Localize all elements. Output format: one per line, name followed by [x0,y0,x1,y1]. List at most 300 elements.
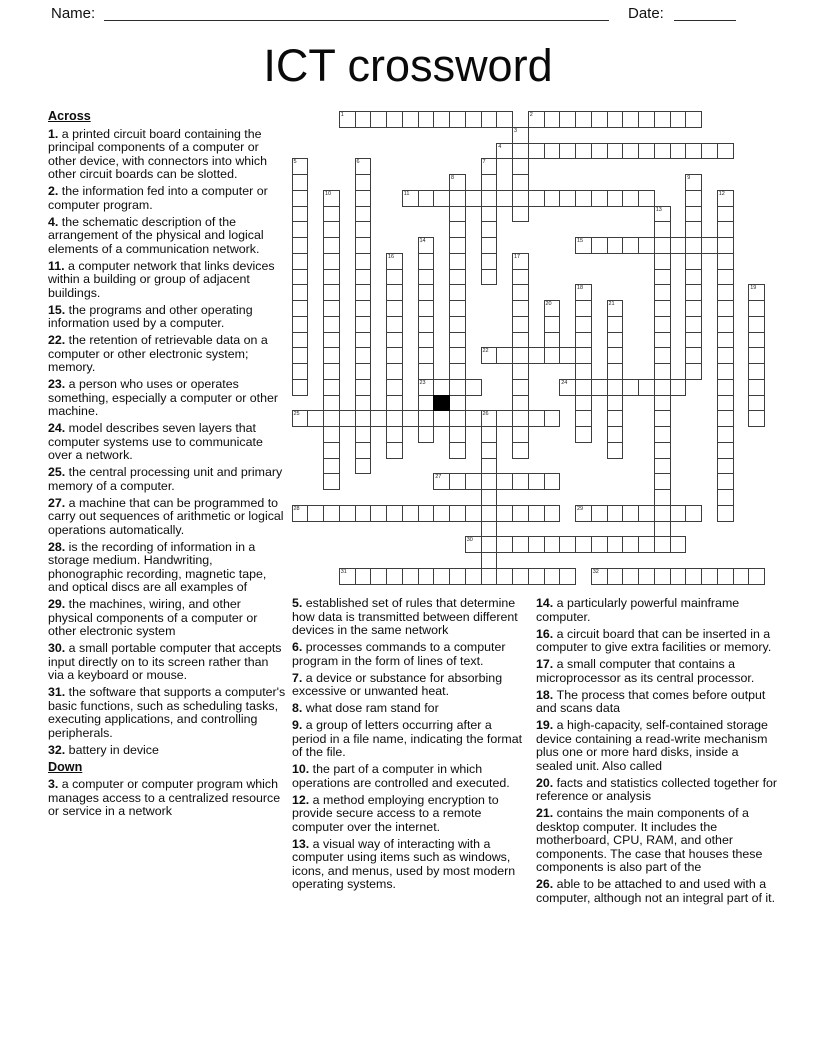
grid-cell[interactable] [449,426,466,443]
grid-cell[interactable] [717,206,734,223]
grid-cell[interactable] [323,300,340,317]
grid-cell[interactable] [575,363,592,380]
grid-cell[interactable] [512,347,529,364]
grid-cell[interactable] [607,442,624,459]
grid-cell[interactable] [654,379,671,396]
grid-cell[interactable] [685,316,702,333]
grid-cell[interactable] [481,458,498,475]
grid-cell[interactable] [654,505,671,522]
grid-cell[interactable] [449,347,466,364]
grid-cell[interactable] [355,347,372,364]
grid-cell[interactable] [685,111,702,128]
grid-cell[interactable] [292,158,309,175]
grid-cell[interactable] [575,143,592,160]
grid-cell[interactable] [449,221,466,238]
grid-cell[interactable] [449,237,466,254]
grid-cell[interactable] [575,505,592,522]
grid-cell[interactable] [607,505,624,522]
grid-cell[interactable] [544,347,561,364]
grid-cell[interactable] [528,505,545,522]
grid-cell[interactable] [717,253,734,270]
grid-cell[interactable] [481,190,498,207]
grid-cell[interactable] [386,442,403,459]
grid-cell[interactable] [339,410,356,427]
grid-cell[interactable] [402,190,419,207]
grid-cell[interactable] [418,284,435,301]
grid-cell[interactable] [496,473,513,490]
grid-cell[interactable] [292,316,309,333]
grid-cell[interactable] [481,269,498,286]
grid-cell[interactable] [496,410,513,427]
grid-cell[interactable] [717,284,734,301]
grid-cell[interactable] [575,237,592,254]
grid-cell[interactable] [307,505,324,522]
grid-cell[interactable] [355,442,372,459]
grid-cell[interactable] [481,410,498,427]
grid-cell[interactable] [748,332,765,349]
grid-cell[interactable] [512,174,529,191]
grid-cell[interactable] [654,111,671,128]
grid-cell[interactable] [638,379,655,396]
grid-cell[interactable] [544,332,561,349]
grid-cell[interactable] [323,332,340,349]
grid-cell[interactable] [355,111,372,128]
grid-cell[interactable] [559,568,576,585]
grid-cell[interactable] [323,253,340,270]
grid-cell[interactable] [512,426,529,443]
grid-cell[interactable] [622,111,639,128]
grid-cell[interactable] [496,568,513,585]
grid-cell[interactable] [449,505,466,522]
grid-cell[interactable] [481,111,498,128]
grid-cell[interactable] [607,426,624,443]
grid-cell[interactable] [386,269,403,286]
grid-cell[interactable] [323,284,340,301]
grid-cell[interactable] [575,284,592,301]
grid-cell[interactable] [418,410,435,427]
grid-cell[interactable] [418,505,435,522]
grid-cell[interactable] [748,410,765,427]
grid-cell[interactable] [512,363,529,380]
grid-cell[interactable] [717,568,734,585]
grid-cell[interactable] [355,206,372,223]
grid-cell[interactable] [544,536,561,553]
grid-cell[interactable] [512,473,529,490]
grid-cell[interactable] [292,363,309,380]
grid-cell[interactable] [512,190,529,207]
grid-cell[interactable] [717,143,734,160]
grid-cell[interactable] [654,221,671,238]
grid-cell[interactable] [386,316,403,333]
grid-cell[interactable] [449,363,466,380]
grid-cell[interactable] [701,237,718,254]
grid-cell[interactable] [717,395,734,412]
grid-cell[interactable] [512,284,529,301]
grid-cell[interactable] [622,143,639,160]
grid-cell[interactable] [323,442,340,459]
grid-cell[interactable] [481,426,498,443]
grid-cell[interactable] [465,568,482,585]
grid-cell[interactable] [496,111,513,128]
grid-cell[interactable] [591,190,608,207]
grid-cell[interactable] [481,174,498,191]
grid-cell[interactable] [386,379,403,396]
grid-cell[interactable] [418,332,435,349]
grid-cell[interactable] [654,300,671,317]
grid-cell[interactable] [622,237,639,254]
grid-cell[interactable] [559,379,576,396]
grid-cell[interactable] [307,410,324,427]
grid-cell[interactable] [654,568,671,585]
grid-cell[interactable] [717,300,734,317]
grid-cell[interactable] [622,379,639,396]
grid-cell[interactable] [717,221,734,238]
grid-cell[interactable] [292,379,309,396]
grid-cell[interactable] [528,111,545,128]
grid-cell[interactable] [292,410,309,427]
grid-cell[interactable] [607,568,624,585]
grid-cell[interactable] [481,552,498,569]
grid-cell[interactable] [496,143,513,160]
grid-cell[interactable] [292,190,309,207]
grid-cell[interactable] [433,410,450,427]
grid-cell[interactable] [355,379,372,396]
grid-cell[interactable] [654,316,671,333]
grid-cell[interactable] [370,505,387,522]
grid-cell[interactable] [607,379,624,396]
grid-cell[interactable] [717,332,734,349]
grid-cell[interactable] [418,347,435,364]
grid-cell[interactable] [670,111,687,128]
grid-cell[interactable] [638,536,655,553]
grid-cell[interactable] [622,190,639,207]
grid-cell[interactable] [355,269,372,286]
grid-cell[interactable] [449,253,466,270]
grid-cell[interactable] [496,505,513,522]
grid-cell[interactable] [654,284,671,301]
grid-cell[interactable] [355,426,372,443]
grid-cell[interactable] [496,190,513,207]
grid-cell[interactable] [575,426,592,443]
grid-cell[interactable] [449,174,466,191]
grid-cell[interactable] [292,221,309,238]
grid-cell[interactable] [607,410,624,427]
grid-cell[interactable] [591,536,608,553]
grid-cell[interactable] [654,363,671,380]
grid-cell[interactable] [355,158,372,175]
grid-cell[interactable] [418,111,435,128]
grid-cell[interactable] [638,505,655,522]
grid-cell[interactable] [449,316,466,333]
grid-cell[interactable] [512,269,529,286]
grid-cell[interactable] [449,442,466,459]
grid-cell[interactable] [544,473,561,490]
grid-cell[interactable] [591,379,608,396]
grid-cell[interactable] [481,473,498,490]
grid-cell[interactable] [654,143,671,160]
grid-cell[interactable] [355,395,372,412]
grid-cell[interactable] [481,347,498,364]
grid-cell[interactable] [717,379,734,396]
grid-cell[interactable] [449,269,466,286]
grid-cell[interactable] [418,269,435,286]
grid-cell[interactable] [292,269,309,286]
grid-cell[interactable] [355,237,372,254]
grid-cell[interactable] [323,505,340,522]
grid-cell[interactable] [559,347,576,364]
grid-cell[interactable] [748,300,765,317]
grid-cell[interactable] [355,221,372,238]
grid-cell[interactable] [748,284,765,301]
grid-cell[interactable] [292,206,309,223]
grid-cell[interactable] [685,363,702,380]
grid-cell[interactable] [685,143,702,160]
grid-cell[interactable] [292,174,309,191]
grid-cell[interactable] [355,505,372,522]
grid-cell[interactable] [370,111,387,128]
grid-cell[interactable] [512,253,529,270]
grid-cell[interactable] [748,316,765,333]
grid-cell[interactable] [591,111,608,128]
grid-cell[interactable] [323,379,340,396]
grid-cell[interactable] [685,332,702,349]
grid-cell[interactable] [512,143,529,160]
grid-cell[interactable] [355,410,372,427]
grid-cell[interactable] [386,284,403,301]
grid-cell[interactable] [717,316,734,333]
grid-cell[interactable] [323,316,340,333]
grid-cell[interactable] [544,190,561,207]
grid-cell[interactable] [418,363,435,380]
grid-cell[interactable] [575,347,592,364]
grid-cell[interactable] [323,190,340,207]
grid-cell[interactable] [528,410,545,427]
grid-cell[interactable] [654,426,671,443]
grid-cell[interactable] [670,568,687,585]
grid-cell[interactable] [717,505,734,522]
grid-cell[interactable] [748,568,765,585]
grid-cell[interactable] [607,347,624,364]
grid-cell[interactable] [355,300,372,317]
grid-cell[interactable] [481,521,498,538]
grid-cell[interactable] [418,190,435,207]
grid-cell[interactable] [559,536,576,553]
grid-cell[interactable] [323,269,340,286]
grid-cell[interactable] [717,426,734,443]
grid-cell[interactable] [418,426,435,443]
grid-cell[interactable] [481,221,498,238]
grid-cell[interactable] [323,221,340,238]
grid-cell[interactable] [654,347,671,364]
grid-cell[interactable] [323,473,340,490]
grid-cell[interactable] [323,395,340,412]
grid-cell[interactable] [591,237,608,254]
grid-cell[interactable] [481,442,498,459]
grid-cell[interactable] [638,237,655,254]
grid-cell[interactable] [670,143,687,160]
grid-cell[interactable] [528,347,545,364]
grid-cell[interactable] [559,111,576,128]
grid-cell[interactable] [544,410,561,427]
grid-cell[interactable] [654,489,671,506]
grid-cell[interactable] [512,395,529,412]
grid-cell[interactable] [481,253,498,270]
grid-cell[interactable] [685,237,702,254]
grid-cell[interactable] [481,489,498,506]
grid-cell[interactable] [323,363,340,380]
grid-cell[interactable] [355,363,372,380]
grid-cell[interactable] [685,347,702,364]
grid-cell[interactable] [512,158,529,175]
grid-cell[interactable] [449,190,466,207]
grid-cell[interactable] [607,143,624,160]
grid-cell[interactable] [654,269,671,286]
grid-cell[interactable] [544,111,561,128]
grid-cell[interactable] [528,190,545,207]
grid-cell[interactable] [717,442,734,459]
grid-cell[interactable] [654,442,671,459]
grid-cell[interactable] [591,568,608,585]
grid-cell[interactable] [418,237,435,254]
grid-cell[interactable] [670,505,687,522]
grid-cell[interactable] [512,379,529,396]
grid-cell[interactable] [292,300,309,317]
grid-cell[interactable] [433,190,450,207]
grid-cell[interactable] [402,505,419,522]
grid-cell[interactable] [512,300,529,317]
grid-cell[interactable] [386,410,403,427]
grid-cell[interactable] [355,190,372,207]
grid-cell[interactable] [717,458,734,475]
grid-cell[interactable] [638,568,655,585]
grid-cell[interactable] [402,410,419,427]
grid-cell[interactable] [512,410,529,427]
grid-cell[interactable] [465,505,482,522]
grid-cell[interactable] [323,347,340,364]
grid-cell[interactable] [386,363,403,380]
date-input-line[interactable] [674,19,736,21]
grid-cell[interactable] [418,395,435,412]
grid-cell[interactable] [591,143,608,160]
grid-cell[interactable] [717,410,734,427]
grid-cell[interactable] [638,111,655,128]
grid-cell[interactable] [418,300,435,317]
grid-cell[interactable] [559,190,576,207]
grid-cell[interactable] [512,332,529,349]
grid-cell[interactable] [654,253,671,270]
grid-cell[interactable] [323,237,340,254]
grid-cell[interactable] [465,190,482,207]
grid-cell[interactable] [575,410,592,427]
grid-cell[interactable] [638,190,655,207]
grid-cell[interactable] [355,284,372,301]
grid-cell[interactable] [355,174,372,191]
grid-cell[interactable] [465,111,482,128]
grid-cell[interactable] [654,410,671,427]
grid-cell[interactable] [433,473,450,490]
grid-cell[interactable] [402,111,419,128]
grid-cell[interactable] [544,568,561,585]
grid-cell[interactable] [607,111,624,128]
grid-cell[interactable] [370,410,387,427]
grid-cell[interactable] [717,363,734,380]
grid-cell[interactable] [685,505,702,522]
grid-cell[interactable] [607,332,624,349]
grid-cell[interactable] [638,143,655,160]
grid-cell[interactable] [575,395,592,412]
grid-cell[interactable] [433,379,450,396]
grid-cell[interactable] [292,237,309,254]
grid-cell[interactable] [670,536,687,553]
grid-cell[interactable] [292,284,309,301]
grid-cell[interactable] [465,536,482,553]
grid-cell[interactable] [512,442,529,459]
grid-cell[interactable] [685,269,702,286]
grid-cell[interactable] [386,300,403,317]
grid-cell[interactable] [544,505,561,522]
grid-cell[interactable] [607,536,624,553]
grid-cell[interactable] [717,190,734,207]
grid-cell[interactable] [654,332,671,349]
grid-cell[interactable] [654,395,671,412]
grid-cell[interactable] [685,253,702,270]
grid-cell[interactable] [607,363,624,380]
grid-cell[interactable] [717,237,734,254]
grid-cell[interactable] [544,143,561,160]
grid-cell[interactable] [496,347,513,364]
grid-cell[interactable] [449,300,466,317]
grid-cell[interactable] [544,316,561,333]
grid-cell[interactable] [386,505,403,522]
grid-cell[interactable] [323,206,340,223]
grid-cell[interactable] [339,111,356,128]
grid-cell[interactable] [292,332,309,349]
grid-cell[interactable] [386,568,403,585]
grid-cell[interactable] [386,347,403,364]
grid-cell[interactable] [323,458,340,475]
grid-cell[interactable] [512,316,529,333]
grid-cell[interactable] [292,253,309,270]
grid-cell[interactable] [292,505,309,522]
grid-cell[interactable] [433,505,450,522]
grid-cell[interactable] [622,568,639,585]
grid-cell[interactable] [418,379,435,396]
grid-cell[interactable] [449,284,466,301]
grid-cell[interactable] [355,458,372,475]
grid-cell[interactable] [591,505,608,522]
grid-cell[interactable] [607,395,624,412]
grid-cell[interactable] [575,111,592,128]
grid-cell[interactable] [355,332,372,349]
grid-cell[interactable] [701,568,718,585]
grid-cell[interactable] [622,536,639,553]
grid-cell[interactable] [528,473,545,490]
grid-cell[interactable] [465,379,482,396]
grid-cell[interactable] [654,458,671,475]
grid-cell[interactable] [575,190,592,207]
grid-cell[interactable] [607,237,624,254]
grid-cell[interactable] [717,347,734,364]
grid-cell[interactable] [717,489,734,506]
grid-cell[interactable] [544,300,561,317]
grid-cell[interactable] [402,568,419,585]
grid-cell[interactable] [670,379,687,396]
grid-cell[interactable] [481,206,498,223]
grid-cell[interactable] [654,237,671,254]
grid-cell[interactable] [607,300,624,317]
grid-cell[interactable] [386,395,403,412]
grid-cell[interactable] [575,316,592,333]
